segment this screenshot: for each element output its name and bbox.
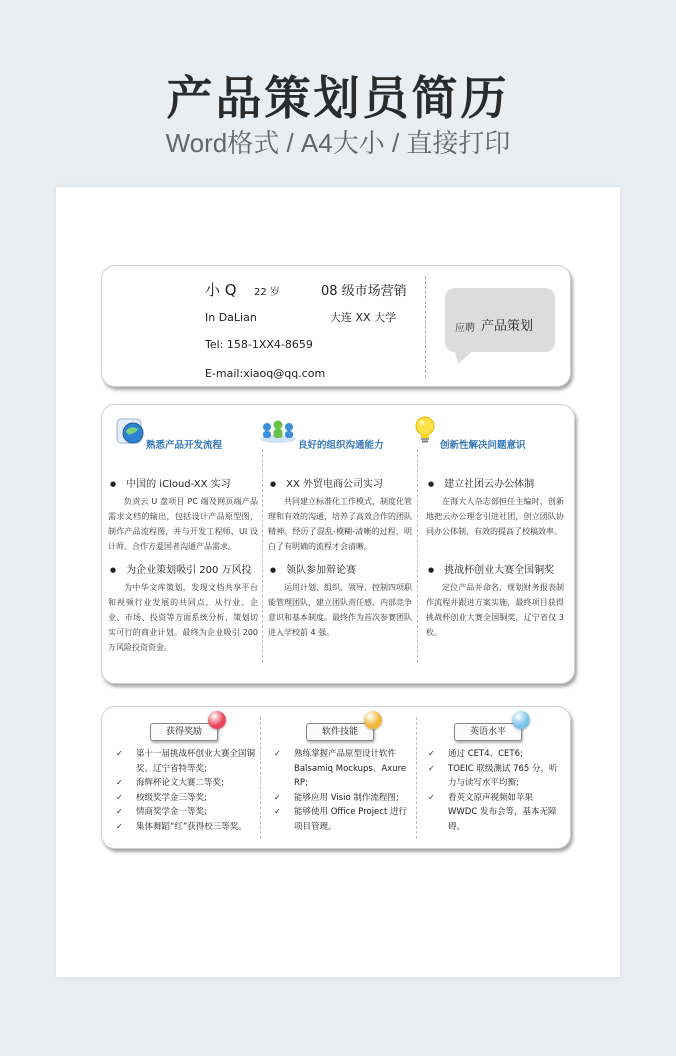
list-item: ✓ 校级奖学金三等奖; (116, 791, 256, 806)
apply-bubble (445, 288, 555, 352)
column-divider (262, 449, 263, 663)
experience-item-desc: 负责云 U 盘项目 PC 端及网页端产品需求文档的输出，包括设计产品原型图，制作产品流程图，并与开发工程师、UI 设计师、合作方爱国者沟通产品需求。 (108, 497, 258, 551)
experience-item-desc: 在海大人杂志部担任主编时，创新地把云办公理念引进社团，创立团队协同办公体制，有效的提高了校稿效率。 (426, 497, 564, 536)
column-divider (260, 717, 261, 839)
experience-item-desc: 定位产品并命名，规划财务报表制作流程并跟进方案实施，最终项目获得挑战杯创业大赛全国铜奖，辽宁省仅 3 枚。 (426, 583, 564, 637)
list-item: ✓ 能够应用 Visio 制作流程图; (274, 791, 410, 806)
list-item: ✓ 看英文原声视频如苹果 WWDC 发布会等，基本无障碍。 (428, 791, 560, 835)
column-divider (417, 449, 418, 663)
page-subtitle: Word格式 / A4大小 / 直接打印 (165, 128, 511, 158)
list-item: ✓ 能够使用 Office Project 进行项目管理。 (274, 805, 410, 834)
list-item: ✓ TOEIC 联级测试 765 分，听力与读写水平均衡; (428, 762, 560, 791)
lightbulb-icon (414, 415, 436, 449)
english-list (428, 747, 560, 834)
experience-item-desc: 为中华文库策划，发现文档共享平台和视频行业发展的共同点，从行业、企业、市场、投资等方面系统分析，策划切实可行的商业计划。最终为企业吸引 200 万风险投资资金。 (108, 583, 258, 652)
profile-location: In DaLian (205, 311, 257, 324)
orb-icon (512, 711, 530, 729)
list-item: ✓ 海辉杯论文大赛二等奖; (116, 776, 256, 791)
team-icon (258, 419, 298, 447)
list-item: ✓ 通过 CET4、CET6; (428, 747, 560, 762)
section-label-software: 软件技能 (306, 723, 374, 741)
list-item: ✓ 情商奖学金一等奖; (116, 805, 256, 820)
profile-card (101, 265, 571, 387)
experience-item-title: ● 挑战杯创业大赛全国铜奖 (428, 561, 554, 576)
experience-item-title: ● XX 外贸电商公司实习 (270, 475, 383, 490)
experience-heading-2: 良好的组织沟通能力 (298, 440, 384, 451)
experience-heading-1: 熟悉产品开发流程 (146, 440, 223, 451)
orb-icon (364, 711, 382, 729)
globe-icon (116, 417, 146, 449)
experience-item-title: ● 领队参加辩论赛 (270, 561, 356, 576)
apply-position: 产品策划 (481, 319, 534, 334)
profile-major: 08 级市场营销 (321, 284, 407, 299)
experience-heading-3: 创新性解决问题意识 (440, 440, 526, 451)
experience-item-title: ● 建立社团云办公体制 (428, 475, 534, 490)
experience-card (101, 404, 575, 684)
experience-item-title: ● 中国的 iCloud-XX 实习 (110, 475, 231, 490)
profile-age: 22 岁 (254, 287, 280, 298)
section-label-english: 英语水平 (454, 723, 522, 741)
page-title: 产品策划员简历 (166, 71, 510, 125)
list-item: ✓ 熟练掌握产品原型设计软件 Balsamiq Mockups、Axure RP; (274, 747, 410, 791)
experience-item-title: ● 为企业策划吸引 200 万风投 (110, 561, 252, 576)
profile-email: E-mail:xiaoq@qq.com (205, 367, 326, 380)
bubble-tail (454, 348, 476, 364)
experience-item-desc: 共同建立标准化工作模式，制度化管理和有效的沟通，培养了高效合作的团队精神。经历了混乱-模糊-清晰的过程，明白了有明确的流程才会清晰。 (268, 497, 412, 551)
section-label-awards: 获得奖励 (150, 723, 218, 741)
profile-name: 小 Q (205, 281, 237, 299)
divider (425, 276, 426, 378)
awards-list (116, 747, 256, 834)
column-divider (416, 717, 417, 839)
profile-tel: Tel: 158-1XX4-8659 (205, 338, 313, 351)
orb-icon (208, 711, 226, 729)
skills-card (101, 706, 571, 849)
experience-item-desc: 运用计划、组织、领导、控制四项职能管理团队，建立团队责任感、内部竞争意识和基本制度。最终作为首次参赛团队进入学校前 4 强。 (268, 583, 412, 637)
profile-school: 大连 XX 大学 (330, 311, 397, 324)
list-item: ✓ 第十一届挑战杯创业大赛全国铜奖、辽宁省特等奖; (116, 747, 256, 776)
software-list (274, 747, 410, 834)
apply-prefix: 应聘 (455, 323, 475, 334)
list-item: ✓ 集体舞蹈“红”获得校三等奖。 (116, 820, 256, 835)
